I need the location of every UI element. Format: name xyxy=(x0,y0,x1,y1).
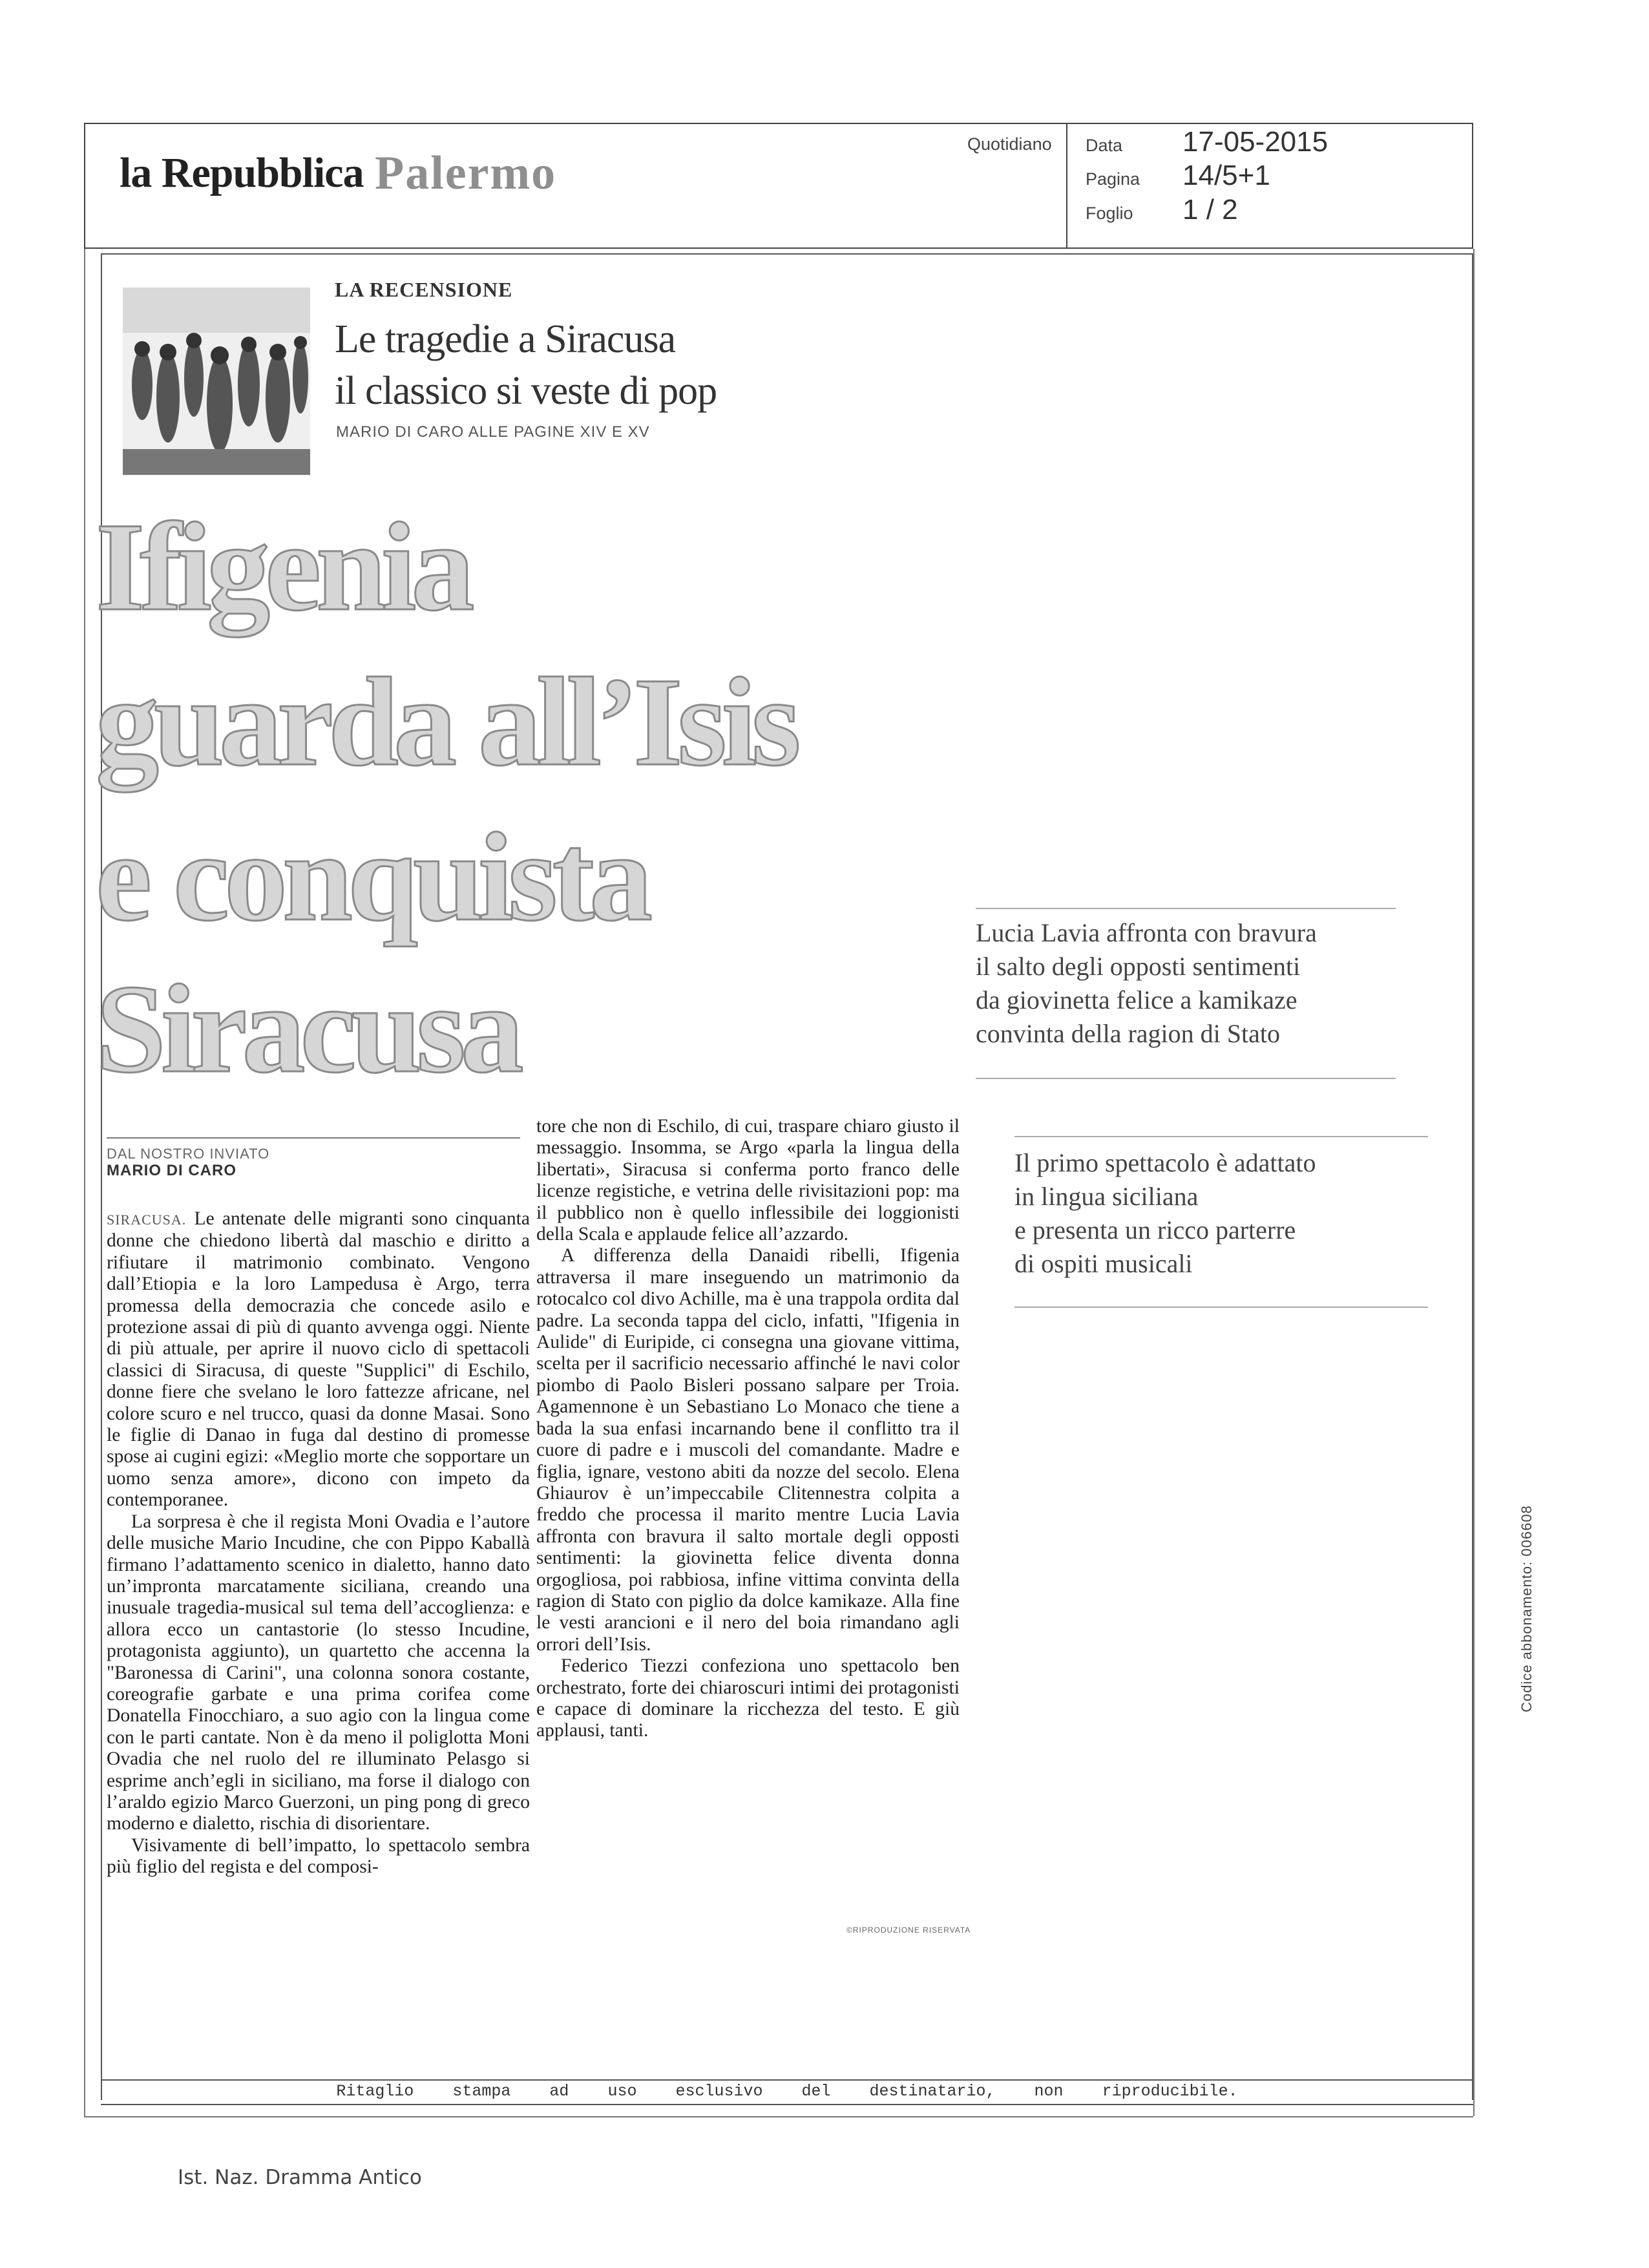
paragraph xyxy=(107,1208,530,1511)
clipping-border-bottom xyxy=(84,2116,1473,2117)
pull-quote-1-line: Lucia Lavia affronta con bravura xyxy=(976,918,1317,947)
copyright-notice: ©RIPRODUZIONE RISERVATA xyxy=(846,1926,971,1935)
byline-label: DAL NOSTRO INVIATO xyxy=(107,1146,270,1162)
archive-note: Ist. Naz. Dramma Antico xyxy=(178,2166,422,2189)
dateline-place: SIRACUSA. xyxy=(107,1212,187,1228)
masthead-divider xyxy=(1066,123,1067,249)
subscription-code: Codice abbonamento: 006608 xyxy=(1518,1505,1535,1712)
meta-value-data: 17-05-2015 xyxy=(1182,126,1329,158)
teaser-kicker: LA RECENSIONE xyxy=(335,278,513,301)
teaser-byline: MARIO DI CARO ALLE PAGINE XIV E XV xyxy=(336,423,650,441)
byline-name: MARIO DI CARO xyxy=(107,1162,236,1179)
clipping-notice: Ritaglio stampa ad uso esclusivo del destinatario, non riproducibile. xyxy=(101,2079,1473,2105)
pull-quote-1 xyxy=(976,916,1317,1051)
paragraph: Visivamente di bell’impatto, lo spettacolo sembra più figlio del regista e del composi- xyxy=(107,1834,530,1878)
meta-label-foglio: Foglio xyxy=(1086,204,1133,223)
meta-value-foglio: 1 / 2 xyxy=(1182,194,1238,226)
teaser-photo xyxy=(123,288,310,475)
article-column-2 xyxy=(536,1116,960,1742)
pull-quote-1-line: da giovinetta felice a kamikaze xyxy=(976,985,1297,1014)
clipping-border-right xyxy=(1473,249,1475,2116)
publication-name: la Repubblica xyxy=(120,149,364,196)
paragraph: La sorpresa è che il regista Moni Ovadia e l’autore delle musiche Mario Incudine, che con Pippo Kaballà firmano l’adattamento scenico in dialetto, hanno dato un’impronta marcatamente siciliana, creando una inusuale tragedia-musical sul tema dell’accoglienza: e allora ecco un cantastorie (lo stesso Incudine, protagonista aggiunto), un quartetto che accenna la "Baronessa di Carini", una colonna sonora costante, coreografie garbate e una prima corifea come Donatella Finocchiaro, a suo agio con la lingua come con le parti cantate. Non è da meno il poliglotta Moni Ovadia che nel ruolo del re illuminato Pelasgo si esprime anch’egli in siciliano, ma forse il dialogo con l’araldo egizio Marco Guerzoni, un ping pong di greco moderno e dialetto, rischia di disorientare. xyxy=(107,1511,530,1834)
headline-line-3: e conquista xyxy=(96,807,648,947)
pull-quote-1-rule-top xyxy=(976,908,1396,909)
pull-quote-2-rule-top xyxy=(1014,1136,1428,1137)
headline-line-4: Siracusa xyxy=(96,959,519,1099)
teaser-title-line-2: il classico si veste di pop xyxy=(335,369,717,413)
clipping-border-left xyxy=(84,249,85,2116)
publication-edition: Palermo xyxy=(375,147,557,200)
headline-line-2: guarda all’Isis xyxy=(96,652,796,792)
pull-quote-2-line: in lingua siciliana xyxy=(1014,1182,1199,1211)
paragraph: Federico Tiezzi confeziona uno spettacolo ben orchestrato, forte dei chiaroscuri intimi dei protagonisti e capace di dominare la ricchezza del testo. E giù applausi, tanti. xyxy=(536,1655,960,1741)
periodicity-label: Quotidiano xyxy=(967,134,1052,154)
meta-value-pagina: 14/5+1 xyxy=(1182,160,1270,191)
pull-quote-2-line: e presenta un ricco parterre xyxy=(1014,1215,1296,1244)
meta-label-pagina: Pagina xyxy=(1086,169,1140,189)
pull-quote-2-rule-bottom xyxy=(1014,1307,1428,1308)
pull-quote-2 xyxy=(1014,1146,1316,1281)
headline-line-1: Ifigenia xyxy=(96,497,470,637)
meta-label-data: Data xyxy=(1086,136,1123,155)
byline-rule xyxy=(107,1137,520,1139)
paragraph: tore che non di Eschilo, di cui, traspare chiaro giusto il messaggio. Insomma, se Argo «parla la lingua della libertati», Siracusa si conferma porto franco delle licenze registiche, e vetrina delle rivisitazioni pop: ma il pubblico non è quello inflessibile dei loggionisti della Scala e applaude felice all’azzardo. xyxy=(536,1116,960,1245)
pull-quote-1-line: il salto degli opposti sentimenti xyxy=(976,952,1301,981)
article-column-1 xyxy=(107,1208,530,1878)
pull-quote-1-line: convinta della ragion di Stato xyxy=(976,1019,1280,1048)
teaser-title-line-1: Le tragedie a Siracusa xyxy=(335,317,676,361)
paragraph: A differenza della Danaidi ribelli, Ifigenia attraversa il mare inseguendo un matrimonio da rotocalco col divo Achille, ma è una trappola ordita dal padre. La seconda tappa del ciclo, infatti, "Ifigenia in Aulide" di Euripide, ci consegna una giovane vittima, scelta per il sacrificio necessario affinché le navi color piombo di Paolo Bisleri possano salpare per Troia. Agamennone è un Sebastiano Lo Monaco che tiene a bada la sua enfasi incarnando bene il conflitto tra il cuore di padre e i muscoli del comandante. Madre e figlia, ignare, vestono abiti da nozze del secolo. Elena Ghiaurov è un’impeccabile Clitennestra colpita a freddo che processa il marito mentre Lucia Lavia affronta con bravura il salto mortale degli opposti sentimenti: la giovinetta felice diventa donna orgogliosa, poi rabbiosa, infine vittima convinta della ragion di Stato con piglio da dolce kamikaze. Alla fine le vesti arancioni e il nero del boia rimandano agli orrori dell’Isis. xyxy=(536,1245,960,1655)
pull-quote-1-rule-bottom xyxy=(976,1078,1396,1079)
pull-quote-2-line: di ospiti musicali xyxy=(1014,1249,1193,1278)
pull-quote-2-line: Il primo spettacolo è adattato xyxy=(1014,1148,1316,1177)
paragraph-text: Le antenate delle migranti sono cinquanta donne che chiedono libertà dal maschio e diritto a rifiutare il matrimonio combinato. Vengono dall’Etiopia e la loro Lampedusa è Argo, terra promessa della democrazia che concede asilo e protezione assai di più di quanto avvenga oggi. Niente di più attuale, per aprire il nuovo ciclo di spettacoli classici di Siracusa, di queste "Supplici" di Eschilo, donne fiere che svelano le loro fattezze africane, nel colore scuro e nel trucco, quasi da donne Masai. Sono le figlie di Danao in fuga dal destino di promesse spose ai cugini egizi: «Meglio morte che sopportare un uomo senza amore», dicono con impeto da contemporanee. xyxy=(107,1208,530,1511)
